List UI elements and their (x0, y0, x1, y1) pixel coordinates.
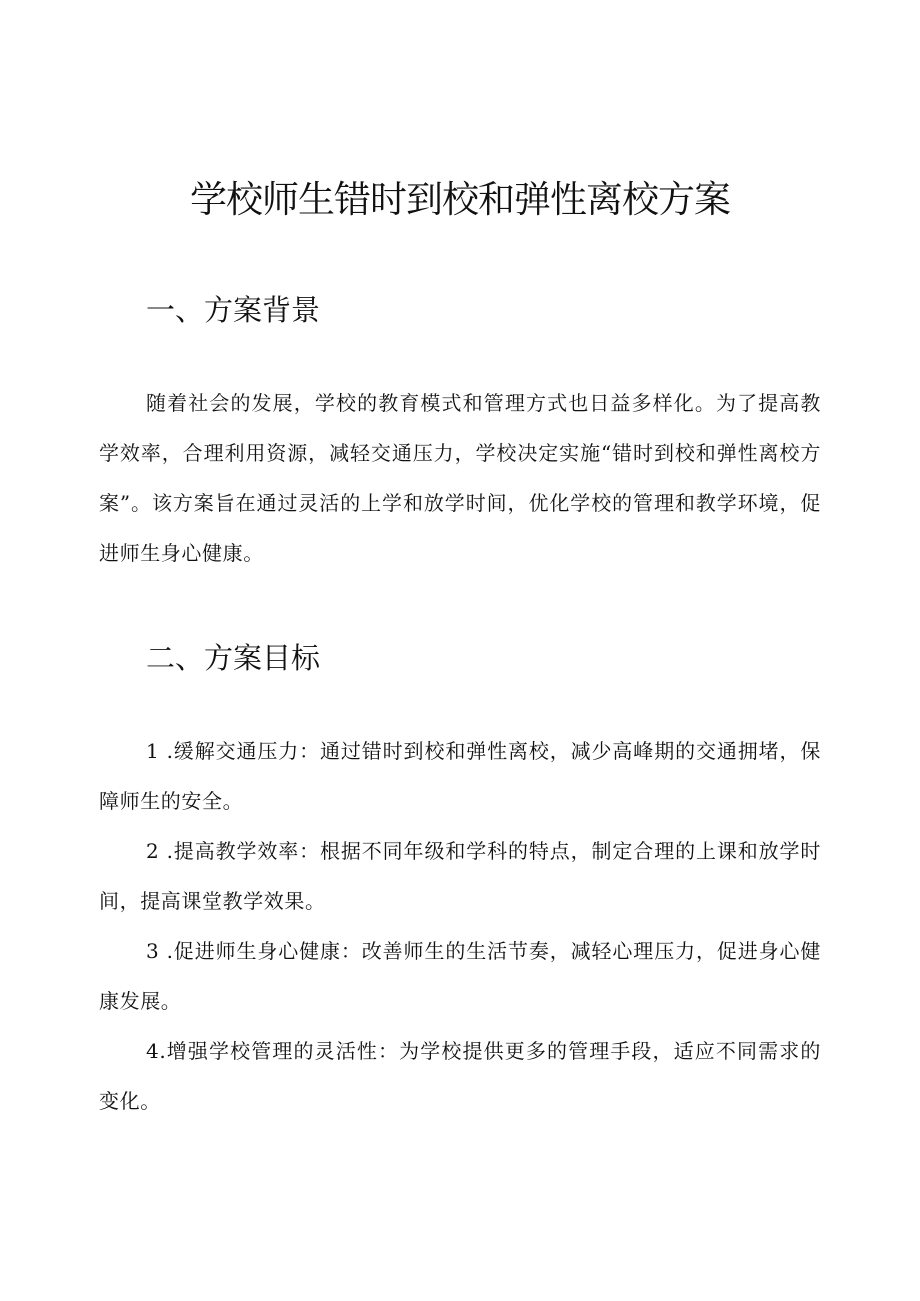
goals-list (99, 726, 821, 1126)
goal-item: 2 .提高教学效率：根据不同年级和学科的特点，制定合理的上课和放学时间，提高课堂教学效果。 (99, 839, 821, 913)
section-heading-background: 一、方案背景 (146, 293, 321, 327)
background-paragraph: 随着社会的发展，学校的教育模式和管理方式也日益多样化。为了提高教学效率，合理利用资源，减轻交通压力，学校决定实施“错时到校和弹性离校方案”。该方案旨在通过灵活的上学和放学时间，优化学校的管理和教学环境，促进师生身心健康。 (99, 391, 821, 565)
section-heading-goals: 二、方案目标 (146, 641, 321, 675)
goal-item: 1 .缓解交通压力：通过错时到校和弹性离校，减少高峰期的交通拥堵，保障师生的安全。 (99, 739, 821, 813)
goal-item: 4.增强学校管理的灵活性：为学校提供更多的管理手段，适应不同需求的变化。 (99, 1039, 821, 1113)
goal-item: 3 .促进师生身心健康：改善师生的生活节奏，减轻心理压力，促进身心健康发展。 (99, 939, 821, 1013)
document-title: 学校师生错时到校和弹性离校方案 (190, 178, 730, 221)
